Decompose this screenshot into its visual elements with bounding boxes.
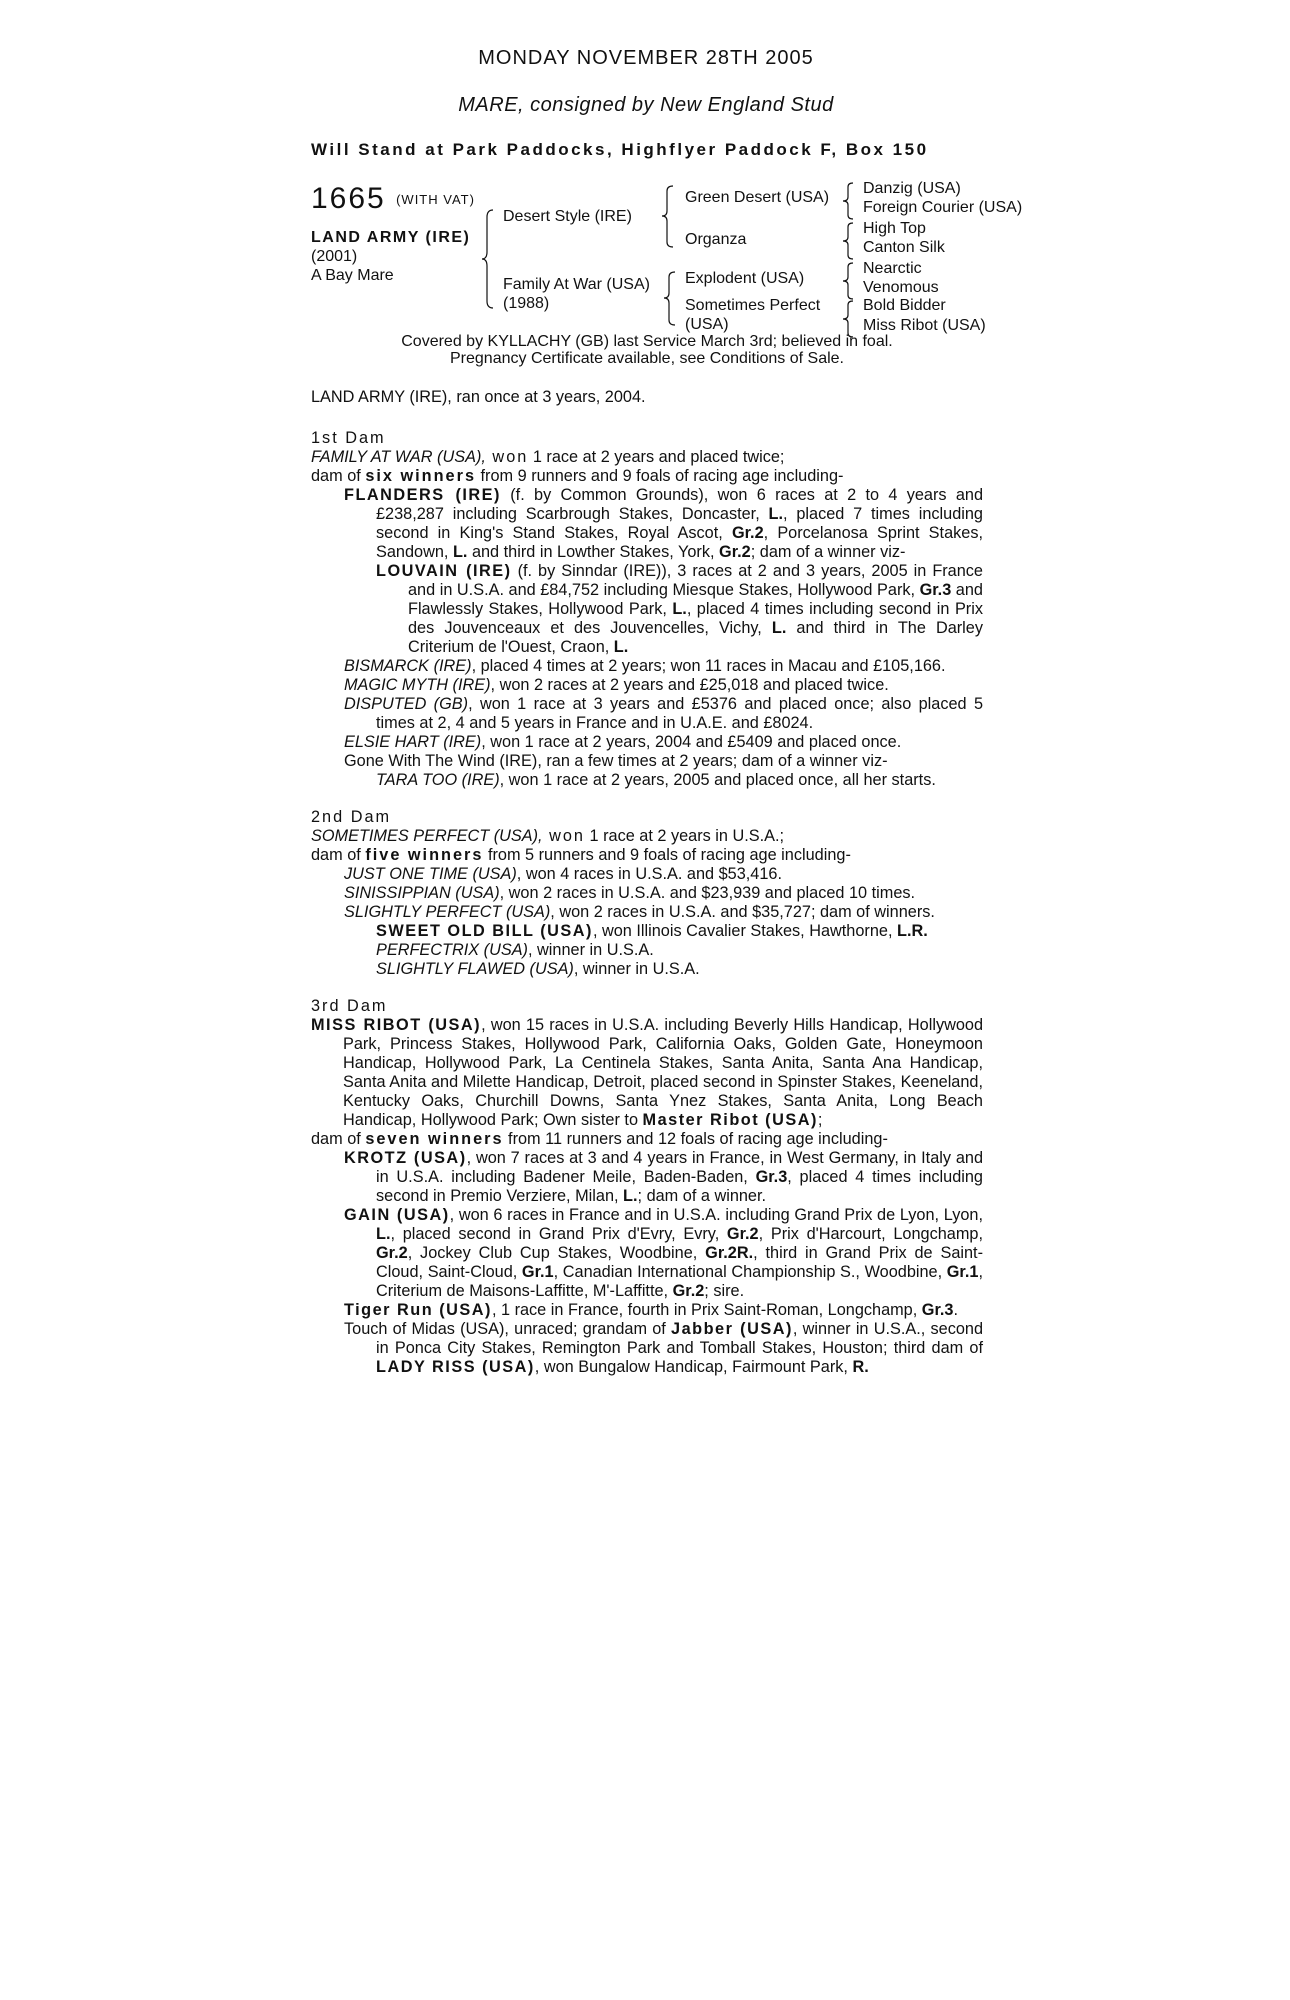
ds-dam: Venomous (863, 279, 939, 296)
pedigree-block (311, 182, 1051, 332)
brace-icon (841, 182, 855, 222)
sire-name: Desert Style (IRE) (503, 208, 632, 225)
produce-entry: ELSIE HART (IRE), won 1 race at 2 years, 2004 and £5409 and placed once. (344, 733, 902, 751)
dam-line: FAMILY AT WAR (USA), won 1 race at 2 years and placed twice; (311, 448, 785, 466)
horse-name: LAND ARMY (IRE) (311, 229, 471, 246)
covered-note (311, 333, 983, 367)
ss-sire: Danzig (USA) (863, 180, 961, 197)
produce-entry: Gone With The Wind (IRE), ran a few times at 2 years; dam of a winner viz- (344, 752, 888, 770)
produce-entry: Tiger Run (USA), 1 race in France, fourth in Prix Saint-Roman, Longchamp, Gr.3. (344, 1301, 959, 1319)
catalogue-body (311, 388, 983, 1377)
ds-sire: Nearctic (863, 260, 922, 277)
lot-number: 1665 (WITH VAT) (311, 182, 475, 215)
produce-entry: PERFECTRIX (USA), winner in U.S.A. (376, 941, 654, 959)
dd-sire: Bold Bidder (863, 297, 946, 314)
produce-entry: SLIGHTLY PERFECT (USA), won 2 races in U.S.A. and $35,727; dam of winners. (344, 903, 935, 921)
consignment-line: MARE, consigned by New England Stud (458, 94, 834, 116)
produce-entry: JUST ONE TIME (USA), won 4 races in U.S.A. and $53,416. (344, 865, 782, 883)
produce-entry: LOUVAIN (IRE) (f. by Sinndar (IRE)), 3 races at 2 and 3 years, 2005 in France and in U.S.A. and £84,752 including Miesque Stakes, Hollywood Park, Gr.3 and Flawlessly Stakes, Hollywood Park, L., placed 4 times including second in Prix des Jouvenceaux et des Jouvencelles, Vichy, L. and third in The Darley Criterium de l'Ouest, Craon, L. (376, 562, 983, 656)
vat-note: (WITH VAT) (396, 192, 475, 208)
brace-icon (661, 185, 675, 249)
produce-entry: DISPUTED (GB), won 1 race at 3 years and £5376 and placed once; also placed 5 times at 2, 4 and 5 years in France and in U.A.E. and £8024. (344, 695, 984, 732)
dam-year: (1988) (503, 295, 550, 312)
brace-icon (481, 209, 495, 309)
produce-line: dam of seven winners from 11 runners and 12 foals of racing age including- (311, 1130, 888, 1148)
location-line: Will Stand at Park Paddocks, Highflyer Paddock F, Box 150 (311, 140, 929, 159)
dd-dam: Miss Ribot (USA) (863, 317, 986, 334)
dam-dam: Sometimes Perfect (685, 297, 821, 314)
produce-entry: FLANDERS (IRE) (f. by Common Grounds), won 6 races at 2 to 4 years and £238,287 including Scarbrough Stakes, Doncaster, L., placed 7 times including second in King's Stand Stakes, Royal Ascot, Gr.2, Porcelanosa Sprint Stakes, Sandown, L. and third in Lowther Stakes, York, Gr.2; dam of a winner viz- (344, 486, 983, 561)
sire-dam: Organza (685, 231, 747, 248)
sd-dam: Canton Silk (863, 239, 945, 256)
produce-entry: SWEET OLD BILL (USA), won Illinois Cavalier Stakes, Hawthorne, L.R. (376, 922, 928, 940)
horse-year: (2001) (311, 248, 358, 265)
sale-date: MONDAY NOVEMBER 28TH 2005 (478, 47, 814, 69)
produce-entry: MAGIC MYTH (IRE), won 2 races at 2 years and £25,018 and placed twice. (344, 676, 889, 694)
produce-entry: GAIN (USA), won 6 races in France and in U.S.A. including Grand Prix de Lyon, Lyon, L., placed second in Grand Prix d'Evry, Evry, Gr.2, Prix d'Harcourt, Longchamp, Gr.2, Jockey Club Cup Stakes, Woodbine, Gr.2R., third in Grand Prix de Saint-Cloud, Saint-Cloud, Gr.1, Canadian International Championship S., Woodbine, Gr.1, Criterium de Maisons-Laffitte, M'-Laffitte, Gr.2; sire. (344, 1206, 983, 1300)
produce-entry: SINISSIPPIAN (USA), won 2 races in U.S.A. and $23,939 and placed 10 times. (344, 884, 916, 902)
dam-line: MISS RIBOT (USA), won 15 races in U.S.A. including Beverly Hills Handicap, Hollywood Park, Princess Stakes, Hollywood Park, California Oaks, Golden Gate, Honeymoon Handicap, Hollywood Park, La Centinela Stakes, Santa Anita, Santa Ana Handicap, Santa Anita and Milette Handicap, Detroit, placed second in Spinster Stakes, Keeneland, Kentucky Oaks, Churchill Downs, Santa Ynez Stakes, Santa Anita, Long Beach Handicap, Hollywood Park; Own sister to Master Ribot (USA); (311, 1016, 984, 1129)
brace-icon (663, 271, 677, 327)
dam-line: SOMETIMES PERFECT (USA), won 1 race at 2 years in U.S.A.; (311, 827, 785, 845)
horse-description: A Bay Mare (311, 267, 394, 284)
third-dam-section (311, 997, 983, 1377)
produce-line: dam of six winners from 9 runners and 9 foals of racing age including- (311, 467, 844, 485)
produce-entry: TARA TOO (IRE), won 1 race at 2 years, 2005 and placed once, all her starts. (376, 771, 936, 789)
dam-name: Family At War (USA) (503, 276, 650, 293)
produce-entry: BISMARCK (IRE), placed 4 times at 2 years; won 11 races in Macau and £105,166. (344, 657, 946, 675)
section-heading: 1st Dam (311, 429, 386, 447)
first-dam-section (311, 429, 983, 790)
pregnancy-line: Pregnancy Certificate available, see Conditions of Sale. (450, 350, 844, 367)
dam-sire: Explodent (USA) (685, 270, 805, 287)
sd-sire: High Top (863, 220, 926, 237)
brace-icon (841, 222, 855, 262)
ss-dam: Foreign Courier (USA) (863, 199, 1023, 216)
produce-line: dam of five winners from 5 runners and 9 foals of racing age including- (311, 846, 851, 864)
second-dam-section (311, 808, 983, 979)
sire-sire: Green Desert (USA) (685, 189, 830, 206)
dam-dam-country: (USA) (685, 316, 729, 333)
produce-entry: KROTZ (USA), won 7 races at 3 and 4 years in France, in West Germany, in Italy and in U.S.A. including Badener Meile, Baden-Baden, Gr.3, placed 4 times including second in Premio Verziere, Milan, L.; dam of a winner. (344, 1149, 983, 1205)
intro-line: LAND ARMY (IRE), ran once at 3 years, 2004. (311, 388, 646, 406)
brace-icon (841, 262, 855, 302)
section-heading: 2nd Dam (311, 808, 392, 826)
produce-entry: SLIGHTLY FLAWED (USA), winner in U.S.A. (376, 960, 700, 978)
covered-line: Covered by KYLLACHY (GB) last Service March 3rd; believed in foal. (401, 333, 893, 350)
section-heading: 3rd Dam (311, 997, 388, 1015)
produce-entry: Touch of Midas (USA), unraced; grandam of Jabber (USA), winner in U.S.A., second in Ponca City Stakes, Remington Park and Tomball Stakes, Houston; third dam of LADY RISS (USA), won Bungalow Handicap, Fairmount Park, R. (344, 1320, 983, 1376)
